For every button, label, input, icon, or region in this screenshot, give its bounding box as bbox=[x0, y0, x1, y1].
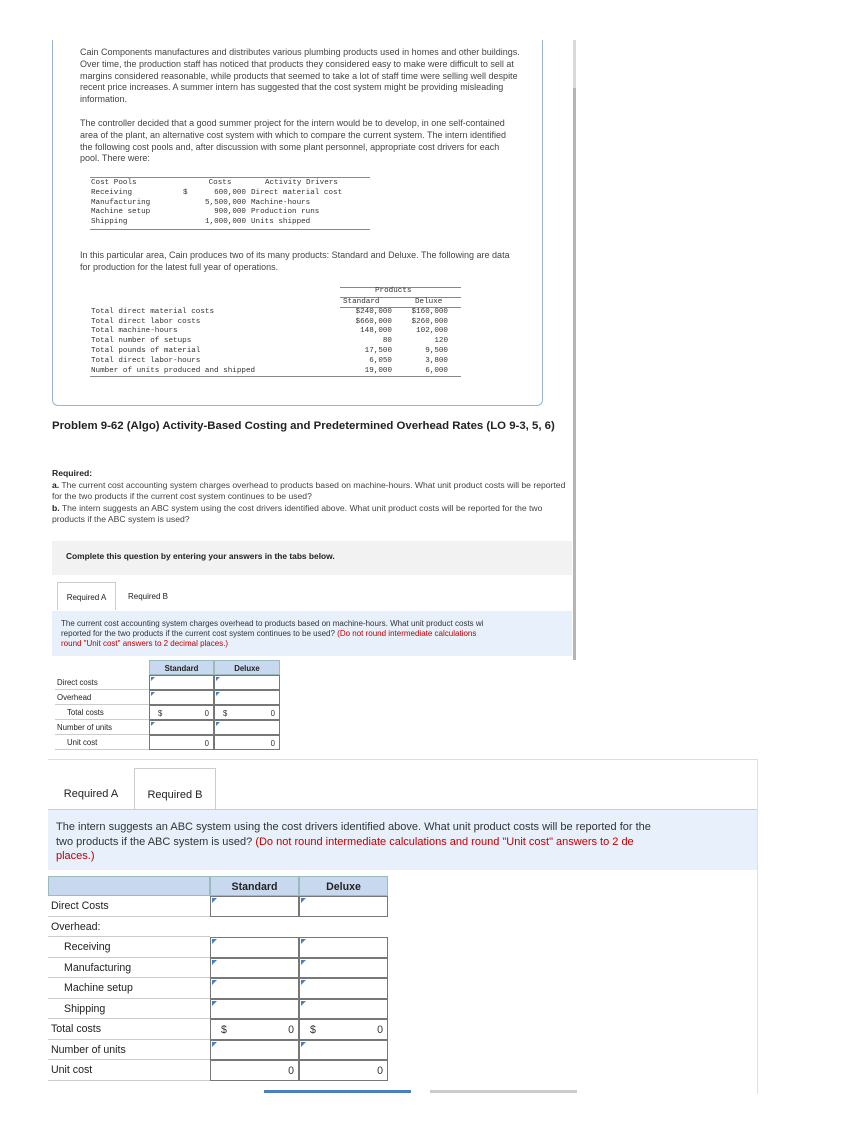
deluxe-unit-cost-value: 0 bbox=[270, 739, 275, 748]
complete-instructions-bar bbox=[52, 541, 572, 575]
deluxe-units-input[interactable] bbox=[214, 720, 280, 735]
products-row bbox=[90, 327, 461, 337]
deluxe-shipping-input[interactable] bbox=[299, 999, 388, 1020]
deluxe-manufacturing-input[interactable] bbox=[299, 958, 388, 979]
pool-name: Machine setup bbox=[91, 208, 151, 217]
part-b-instructions bbox=[48, 810, 758, 870]
deluxe-unit-cost bbox=[214, 735, 280, 750]
col-header-costs: Costs bbox=[208, 179, 232, 187]
part-a-instruction-line1: The current cost accounting system charges overhead to products based on machine-hours. What unit product costs wi bbox=[61, 619, 484, 628]
deluxe-direct-costs-input[interactable] bbox=[214, 675, 280, 690]
col-header-deluxe: Deluxe bbox=[415, 298, 443, 306]
standard-direct-costs-input[interactable] bbox=[149, 675, 214, 690]
deluxe-value: 9,500 bbox=[425, 346, 448, 355]
req-a-text: The current cost accounting system charges overhead to products based on machine-hours. What unit product costs will be reported for the two products if the current cost system continues to be used? bbox=[52, 479, 566, 502]
standard-total-costs bbox=[210, 1019, 299, 1040]
standard-machine-setup-input[interactable] bbox=[210, 978, 299, 999]
scrollbar[interactable] bbox=[573, 40, 576, 660]
part-a-instructions bbox=[52, 611, 572, 656]
standard-value: 17,500 bbox=[364, 346, 392, 355]
deluxe-receiving-input[interactable] bbox=[299, 937, 388, 958]
pool-name: Shipping bbox=[91, 218, 128, 227]
products-row bbox=[90, 347, 461, 357]
row-label-unit-cost: Unit cost bbox=[55, 735, 149, 750]
deluxe-total-costs bbox=[214, 705, 280, 720]
part-a-instruction-line2: reported for the two products if the current cost system continues to be used? bbox=[61, 629, 335, 639]
pool-driver: Production runs bbox=[251, 208, 320, 217]
deluxe-value: $260,000 bbox=[411, 317, 448, 326]
deluxe-total-value: 0 bbox=[270, 709, 275, 718]
standard-units-input[interactable] bbox=[210, 1040, 299, 1061]
scrollbar-thumb[interactable] bbox=[573, 88, 576, 660]
cost-pools-header bbox=[90, 179, 370, 189]
row-label-total-costs: Total costs bbox=[48, 1019, 210, 1040]
part-b-note-line1: (Do not round intermediate calculations and round "Unit cost" answers to 2 de bbox=[255, 835, 634, 848]
row-label-machine-setup: Machine setup bbox=[48, 978, 210, 999]
row-label-shipping: Shipping bbox=[48, 999, 210, 1020]
standard-total-value: 0 bbox=[288, 1024, 294, 1036]
standard-value: 80 bbox=[382, 337, 392, 346]
products-col-headers bbox=[340, 298, 461, 308]
complete-instructions-text: Complete this question by entering your answers in the tabs below. bbox=[66, 551, 335, 561]
col-header-standard: Standard bbox=[149, 660, 214, 675]
pool-cost: 900,000 bbox=[214, 208, 246, 217]
row-label-direct-costs: Direct costs bbox=[55, 675, 149, 690]
row-label-overhead: Overhead: bbox=[48, 917, 210, 938]
row-label-number-of-units: Number of units bbox=[48, 1040, 210, 1061]
req-b-text: The intern suggests an ABC system using the cost drivers identified above. What unit product costs will be reported for the two products if the ABC system is used? bbox=[52, 502, 543, 525]
products-row bbox=[90, 367, 461, 377]
nav-indicator-inactive[interactable] bbox=[430, 1090, 577, 1093]
products-row bbox=[90, 318, 461, 328]
dollar-sign: $ bbox=[221, 1024, 227, 1036]
part-b-panel bbox=[48, 759, 758, 1109]
cost-pools-table bbox=[90, 177, 370, 230]
nav-indicator-active[interactable] bbox=[264, 1090, 411, 1093]
tab-required-b[interactable]: Required B bbox=[127, 592, 169, 601]
row-label-direct-costs: Direct Costs bbox=[48, 896, 210, 917]
pool-driver: Direct material cost bbox=[251, 188, 343, 197]
standard-overhead-input[interactable] bbox=[149, 690, 214, 705]
products-row bbox=[90, 357, 461, 367]
standard-total-costs bbox=[149, 705, 214, 720]
deluxe-machine-setup-input[interactable] bbox=[299, 978, 388, 999]
pool-cost: 600,000 bbox=[214, 188, 246, 197]
problem-title: Problem 9-62 (Algo) Activity-Based Costing and Predetermined Overhead Rates (LO 9-3, 5, 6) bbox=[52, 420, 555, 432]
deluxe-value: 3,800 bbox=[425, 356, 448, 365]
row-label: Total direct material costs bbox=[91, 307, 215, 316]
col-header-standard: Standard bbox=[343, 298, 380, 306]
deluxe-overhead-input[interactable] bbox=[214, 690, 280, 705]
standard-unit-cost-value: 0 bbox=[204, 739, 209, 748]
part-b-note-line2: places.) bbox=[56, 850, 95, 863]
part-a-note-line1: (Do not round intermediate calculations bbox=[337, 629, 477, 639]
deluxe-total-value: 0 bbox=[377, 1024, 383, 1036]
tab-required-a[interactable]: Required A bbox=[57, 582, 116, 610]
standard-value: 19,000 bbox=[364, 366, 392, 375]
standard-direct-costs-input[interactable] bbox=[210, 896, 299, 917]
standard-shipping-input[interactable] bbox=[210, 999, 299, 1020]
cost-pool-row bbox=[90, 208, 370, 218]
col-header-activity-drivers: Activity Drivers bbox=[265, 179, 338, 187]
standard-total-value: 0 bbox=[204, 709, 209, 718]
required-section bbox=[52, 468, 572, 526]
deluxe-direct-costs-input[interactable] bbox=[299, 896, 388, 917]
cost-pool-row bbox=[90, 199, 370, 209]
cost-pool-row bbox=[90, 189, 370, 199]
deluxe-unit-cost-value: 0 bbox=[377, 1065, 383, 1077]
standard-units-input[interactable] bbox=[149, 720, 214, 735]
standard-receiving-input[interactable] bbox=[210, 937, 299, 958]
row-label: Total number of setups bbox=[91, 337, 192, 346]
row-label-number-of-units: Number of units bbox=[55, 720, 149, 735]
tab-required-a[interactable]: Required A bbox=[63, 788, 119, 800]
col-header-deluxe: Deluxe bbox=[299, 876, 388, 896]
deluxe-value: 6,000 bbox=[425, 366, 448, 375]
deluxe-value: 102,000 bbox=[416, 327, 448, 336]
deluxe-units-input[interactable] bbox=[299, 1040, 388, 1061]
products-row bbox=[90, 308, 461, 318]
required-label: Required: bbox=[52, 468, 93, 478]
row-label-receiving: Receiving bbox=[48, 937, 210, 958]
tab-required-b[interactable]: Required B bbox=[134, 768, 216, 810]
pool-driver: Machine-hours bbox=[251, 198, 311, 207]
row-label-manufacturing: Manufacturing bbox=[48, 958, 210, 979]
col-header-deluxe: Deluxe bbox=[214, 660, 280, 675]
dollar-sign: $ bbox=[183, 188, 188, 197]
row-label: Total machine-hours bbox=[91, 327, 178, 336]
pool-name: Receiving bbox=[91, 188, 133, 197]
products-header: Products bbox=[375, 287, 412, 295]
pool-driver: Units shipped bbox=[251, 218, 311, 227]
col-header-standard: Standard bbox=[210, 876, 299, 896]
standard-manufacturing-input[interactable] bbox=[210, 958, 299, 979]
part-a-note-line2: round "Unit cost" answers to 2 decimal places.) bbox=[61, 639, 229, 649]
row-label: Total direct labor costs bbox=[91, 317, 201, 326]
panel-divider bbox=[757, 759, 758, 1094]
dollar-sign: $ bbox=[310, 1024, 316, 1036]
standard-value: 148,000 bbox=[360, 327, 392, 336]
intro-paragraph-1: Cain Components manufactures and distributes various plumbing products used in homes and other buildings. Over time, the production staff has noticed that products they considered easy to make were difficult to sell at margins considered reasonable, while products that seemed to take a lot of staff time were selling well despite recent price increases. A summer intern has suggested that the cost system might be providing misleading information. bbox=[80, 47, 520, 105]
part-b-instruction-line2: two products if the ABC system is used? bbox=[56, 835, 253, 848]
row-label-overhead: Overhead bbox=[55, 690, 149, 705]
standard-value: $240,000 bbox=[355, 307, 392, 316]
row-label: Total pounds of material bbox=[91, 346, 201, 355]
pool-cost: 1,000,000 bbox=[204, 218, 246, 227]
pool-cost: 5,500,000 bbox=[204, 198, 246, 207]
intro-paragraph-2: The controller decided that a good summer project for the intern would be to develop, in one self-contained area of the plant, an alternative cost system with which to compare the current system. The intern identified the following cost pools and, after discussion with some plant personnel, appropriate cost drivers for each pool. There were: bbox=[80, 118, 507, 164]
row-label-total-costs: Total costs bbox=[55, 705, 149, 720]
dollar-sign: $ bbox=[158, 709, 163, 718]
standard-unit-cost-value: 0 bbox=[288, 1065, 294, 1077]
standard-value: $660,000 bbox=[355, 317, 392, 326]
standard-unit-cost bbox=[210, 1060, 299, 1081]
part-b-instruction-line1: The intern suggests an ABC system using the cost drivers identified above. What unit product costs will be reported for the bbox=[56, 821, 651, 833]
standard-unit-cost bbox=[149, 735, 214, 750]
deluxe-value: $160,000 bbox=[411, 307, 448, 316]
intro-panel bbox=[52, 40, 543, 406]
products-row bbox=[90, 337, 461, 347]
deluxe-total-costs bbox=[299, 1019, 388, 1040]
deluxe-value: 120 bbox=[434, 337, 448, 346]
products-table bbox=[90, 287, 461, 377]
standard-value: 6,050 bbox=[369, 356, 392, 365]
row-label-unit-cost: Unit cost bbox=[48, 1060, 210, 1081]
row-label: Number of units produced and shipped bbox=[91, 366, 256, 375]
intro-paragraph-3: In this particular area, Cain produces two of its many products: Standard and Deluxe. The following are data for production for the latest full year of operations. bbox=[80, 250, 510, 272]
dollar-sign: $ bbox=[223, 709, 228, 718]
pool-name: Manufacturing bbox=[91, 198, 151, 207]
cost-pool-row bbox=[90, 218, 370, 228]
row-label: Total direct labor-hours bbox=[91, 356, 201, 365]
products-group-header bbox=[90, 287, 461, 298]
req-a-label: a. bbox=[52, 479, 60, 490]
col-header-cost-pools: Cost Pools bbox=[91, 179, 137, 187]
deluxe-unit-cost bbox=[299, 1060, 388, 1081]
req-b-label: b. bbox=[52, 502, 60, 513]
